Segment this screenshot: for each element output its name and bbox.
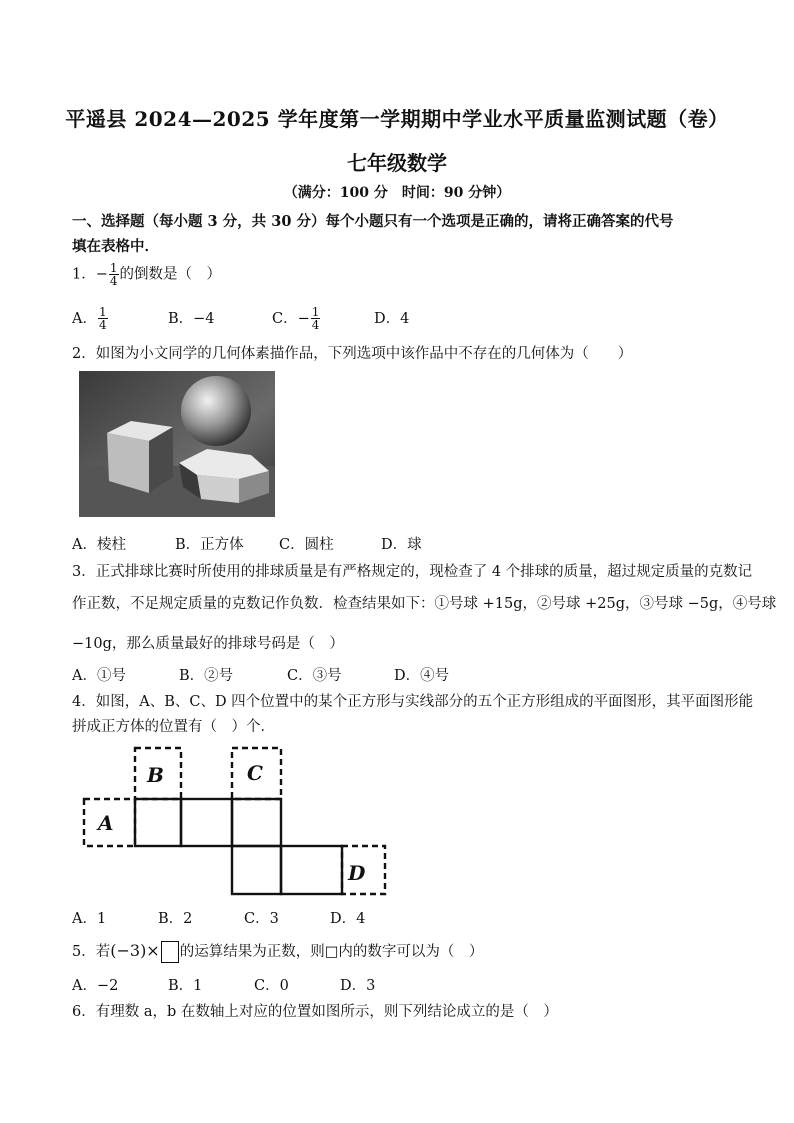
q1-option-a-label: A． [72,310,97,327]
question-1 [72,262,221,287]
q5-expression: (−3)× [110,941,160,960]
q1-frac-den: 4 [109,274,118,288]
question-6: 6．有理数 a，b 在数轴上对应的位置如图所示，则下列结论成立的是（ ） [72,1004,558,1020]
q1-option-c-den: 4 [311,318,320,332]
section1-instruction-cont: 填在表格中． [72,238,159,255]
q1-option-c-num: 1 [311,305,320,319]
q2-option-a[interactable]: A．棱柱 [72,537,126,553]
cube-shape [107,421,173,493]
label-a: A [98,811,114,835]
label-c: C [247,761,263,785]
q5-option-a[interactable]: A．−2 [72,978,119,994]
question-5 [72,940,483,963]
solid-square-5 [281,846,342,894]
exam-subtitle: 七年级数学 [347,151,447,175]
solid-square-2 [181,799,232,846]
question-3-line2: 作正数，不足规定质量的克数记作负数．检查结果如下：①号球 +15g，②号球 +25g，③号球 −5g，④号球 [72,596,777,612]
q5-blank-box [161,941,179,963]
section1-instruction: 一、选择题（每小题 3 分，共 30 分）每个小题只有一个选项是正确的，请将正确答案的代号 [72,213,674,230]
q1-option-a-den: 4 [98,318,107,332]
q2-option-d[interactable]: D．球 [381,537,422,553]
q1-option-c-label: C．− [272,310,310,327]
q1-option-c-frac [311,306,321,331]
q1-minus: − [95,266,108,283]
q1-option-b[interactable]: B．−4 [168,310,215,327]
solid-square-3 [232,799,281,846]
question-4-line2: 拼成正方体的位置有（ ）个． [72,719,275,735]
solid-square-4 [232,846,281,894]
q3-option-c[interactable]: C．③号 [287,668,342,684]
q5-option-d[interactable]: D．3 [340,978,376,994]
question-4-line1: 4．如图，A、B、C、D 四个位置中的某个正方形与实线部分的五个正方形组成的平面图形，其平面图形能 [72,694,754,710]
q4-options [72,907,365,928]
q5-stem: 的运算结果为正数，则□内的数字可以为（ ） [179,944,484,960]
label-d: D [348,861,366,885]
exam-meta: （满分：100 分 时间：90 分钟） [283,185,511,201]
solid-square-1 [135,799,181,846]
geometry-sketch-image [79,371,275,517]
q5-options [72,974,375,995]
q4-option-b[interactable]: B．2 [158,911,193,927]
sphere-shape [181,376,251,446]
question-3-line1: 3．正式排球比赛时所使用的排球质量是有严格规定的，现检查了 4 个排球的质量，超过规定质量的克数记 [72,564,753,580]
label-b: B [147,763,164,787]
q4-option-c[interactable]: C．3 [244,911,279,927]
q1-options [72,306,409,331]
q5-option-b[interactable]: B．1 [168,978,203,994]
q2-options [72,533,422,554]
q3-option-a[interactable]: A．①号 [72,668,126,684]
q4-option-a[interactable]: A．1 [72,911,107,927]
q1-option-a-frac [98,306,108,331]
cube-net-figure [80,742,400,898]
q1-option-d[interactable]: D．4 [374,310,410,327]
q3-option-b[interactable]: B．②号 [179,668,234,684]
q1-option-a[interactable] [72,306,168,331]
q1-stem: 的倒数是（ ） [119,266,222,283]
q3-options [72,664,449,685]
q4-option-d[interactable]: D．4 [330,911,366,927]
exam-title: 平遥县 2024—2025 学年度第一学期期中学业水平质量监测试题（卷） [65,107,729,131]
q5-prefix: 5．若 [72,944,111,960]
q2-option-c[interactable]: C．圆柱 [279,537,334,553]
q2-option-b[interactable]: B．正方体 [175,537,244,553]
q1-number: 1． [72,266,96,283]
question-2: 2．如图为小文同学的几何体素描作品，下列选项中该作品中不存在的几何体为（ ） [72,346,633,362]
q3-option-d[interactable]: D．④号 [394,668,450,684]
q1-option-c[interactable] [272,306,374,331]
question-3-line3: −10g，那么质量最好的排球号码是（ ） [72,636,344,652]
q1-frac-num: 1 [109,261,118,275]
q5-option-c[interactable]: C．0 [254,978,289,994]
q1-fraction [109,262,119,287]
q1-option-a-num: 1 [98,305,107,319]
